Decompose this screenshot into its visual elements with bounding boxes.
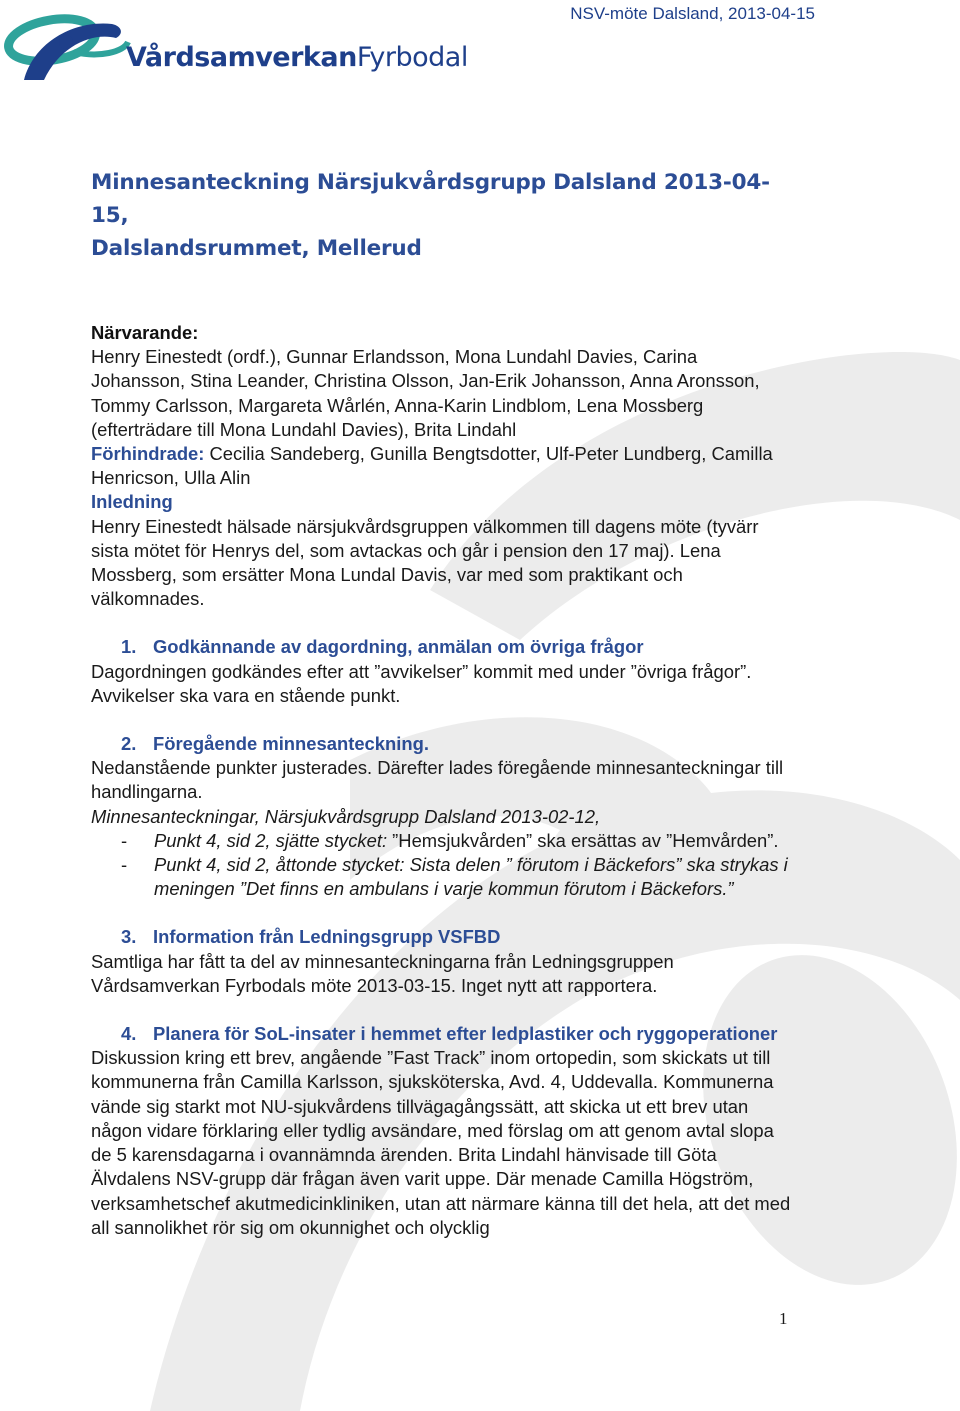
section-body-1: Dagordningen godkändes efter att ”avvikelser” kommit med under ”övriga frågor”. Avvikelser ska vara en stående punkt. xyxy=(91,660,752,706)
vardsamverkan-logo xyxy=(4,2,468,88)
logo-wordmark: VårdsamverkanFyrbodal xyxy=(126,42,468,73)
section-heading-1: 1. Godkännande av dagordning, anmälan om övriga frågor xyxy=(121,636,644,658)
intro-text: Henry Einestedt hälsade närsjukvårdsgruppen välkommen till dagens möte (tyvärr sista mötet för Henrys del, som avtackas och går i pension den 17 maj). Lena Mossberg, som ersätter Mona Lundal Davis, var med som praktikant och välkomnades. xyxy=(91,515,759,610)
list-item: - Punkt 4, sid 2, åttonde stycket: Sista delen ” förutom i Bäckefors” ska strykas i meningen ”Det finns en ambulans i varje kommun förutom i Bäckefors.” xyxy=(121,854,788,900)
list-item: - Punkt 4, sid 2, sjätte stycket: ”Hemsjukvården” ska ersättas av ”Hemvården”. xyxy=(121,829,779,851)
section-body-2: Nedanstående punkter justerades. Därefter lades föregående minnesanteckningar till handlingarna. xyxy=(91,757,784,803)
section-heading-4: 4. Planera för SoL-insater i hemmet efter ledplastiker och ryggoperationer xyxy=(121,1023,778,1045)
section-heading-2: 2. Föregående minnesanteckning. xyxy=(121,733,429,755)
present-list: Henry Einestedt (ordf.), Gunnar Erlandsson, Mona Lundahl Davies, Carina Johansson, Stina Leander, Christina Olsson, Jan-Erik Johansson, Anna Aronsson, Tommy Carlsson, Margareta Wårlén, Anna-Karin Lindblom, Lena Mossberg (efterträdare till Mona Lundahl Davies), Brita Lindahl xyxy=(91,346,760,440)
document-body xyxy=(91,166,791,1240)
present-label: Närvarande: xyxy=(91,322,199,343)
meeting-date-header: NSV-möte Dalsland, 2013-04-15 xyxy=(570,4,815,23)
absent-label: Förhindrade: xyxy=(91,443,205,465)
section-heading-3: 3. Information från Ledningsgrupp VSFBD xyxy=(121,926,501,948)
section-body-3: Samtliga har fått ta del av minnesanteckningarna från Ledningsgruppen Vårdsamverkan Fyrbodals möte 2013-03-15. Inget nytt att rapportera. xyxy=(91,950,674,996)
section-2-bullets xyxy=(91,829,791,902)
document-title: Minnesanteckning Närsjukvårdsgrupp Dalsland 2013-04-15, Dalslandsrummet, Mellerud xyxy=(91,170,770,261)
section-body-4: Diskussion kring ett brev, angående ”Fast Track” inom ortopedin, som skickats ut till kommunerna från Camilla Karlsson, sjuksköterska, Avd. 4, Uddevalla. Kommunerna vände sig starkt mot NU-sjukvårdens tillvägagångssätt, att skicka ut ett brev utan någon vidare förklaring eller tydlig avsändare, med förslag om att genom avtal slopa de 5 karensdagarna i ovannämnda ärenden. Brita Lindahl hänvisade till Göta Älvdalens NSV-grupp där frågan även varit uppe. Där menade Camilla Högström, verksamhetschef akutmedicinkliniken, utan att närmare känna till det hela, att det med all sannolikhet rör sig om okunnighet och olycklig xyxy=(91,1047,791,1238)
logo-mark-icon xyxy=(4,2,134,88)
page-number: 1 xyxy=(779,1309,788,1328)
section-ref-2: Minnesanteckningar, Närsjukvårdsgrupp Dalsland 2013-02-12, xyxy=(91,805,601,827)
intro-label: Inledning xyxy=(91,491,173,513)
absent-paragraph: Förhindrade: Cecilia Sandeberg, Gunilla Bengtsdotter, Ulf-Peter Lundberg, Camilla Henricson, Ulla Alin xyxy=(91,443,773,489)
